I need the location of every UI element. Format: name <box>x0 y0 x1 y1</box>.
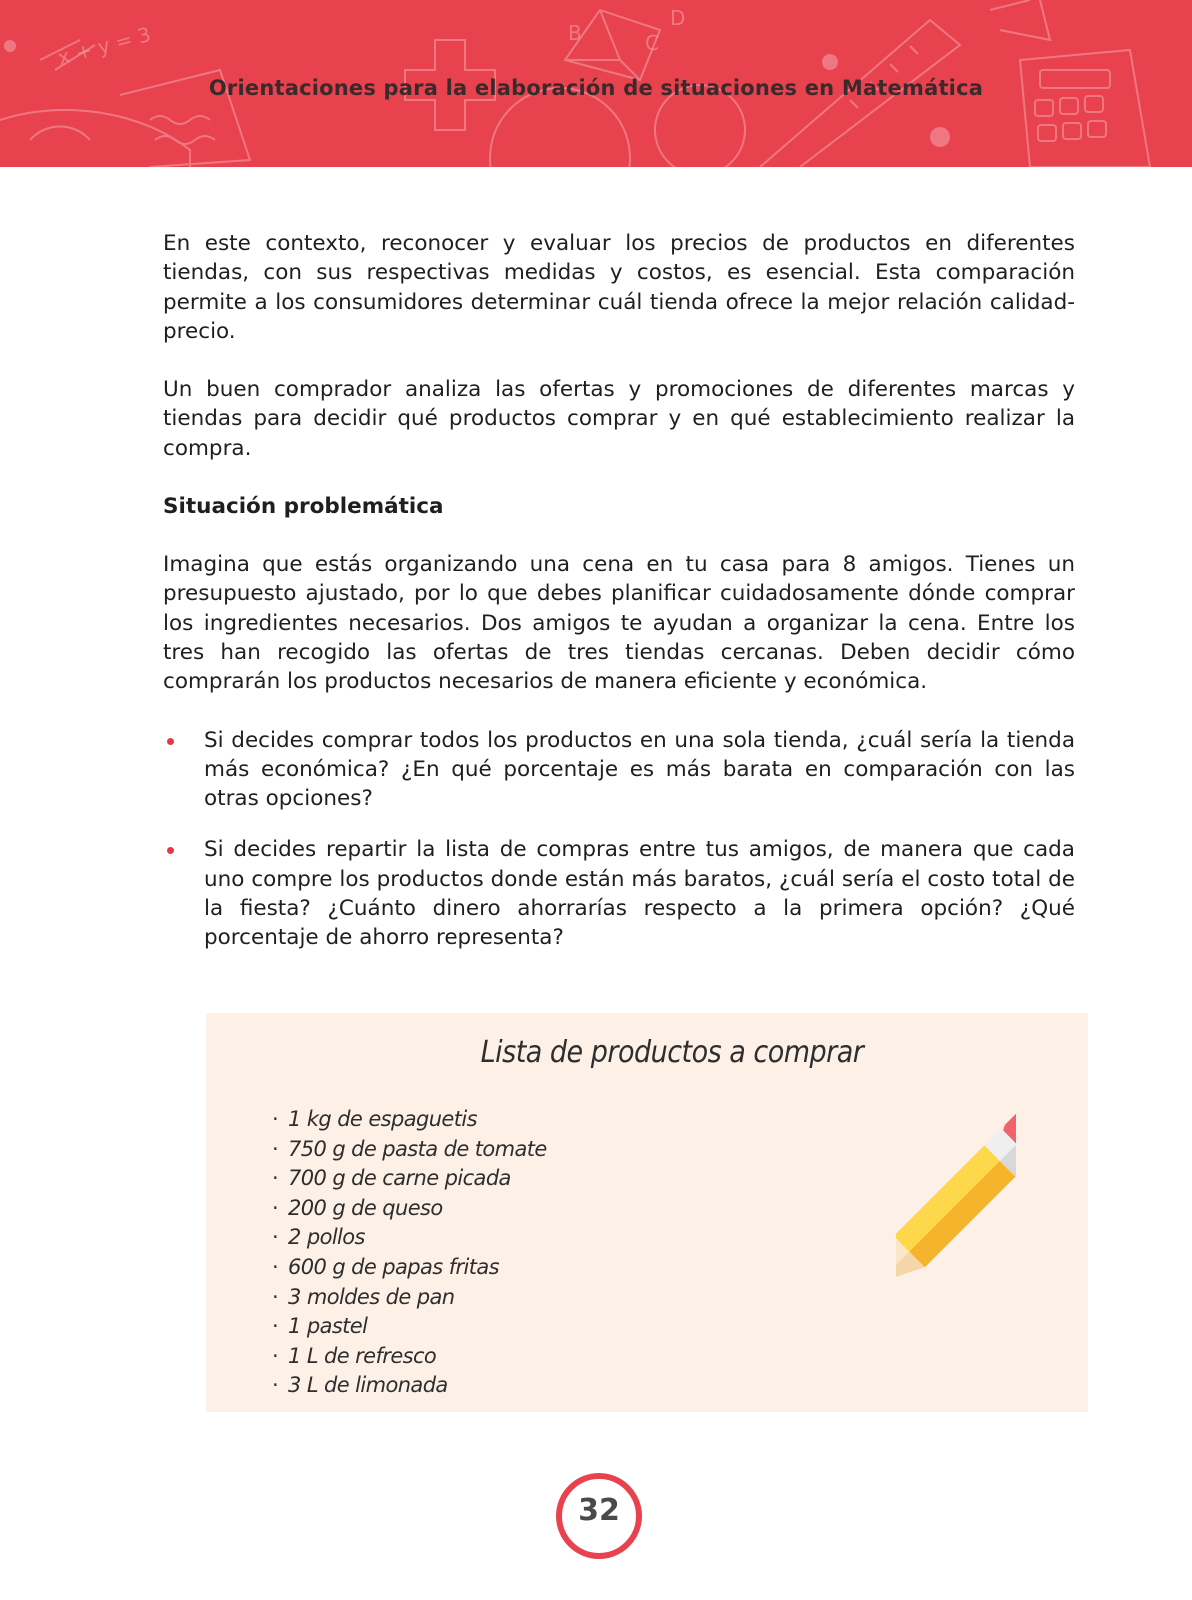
question-item <box>163 726 1075 814</box>
product-item <box>272 1105 547 1135</box>
bullet-icon: · <box>272 1136 279 1161</box>
section-heading: Situación problemática <box>163 494 444 520</box>
pencil-icon <box>896 1093 1016 1318</box>
product-list <box>272 1105 547 1401</box>
bullet-icon <box>167 847 174 854</box>
question-text: Si decides comprar todos los productos en una sola tienda, ¿cuál sería la tienda más económica? ¿En qué porcentaje es más barata en comparación con las otras opciones? <box>204 727 1075 812</box>
product-text: 600 g de papas fritas <box>288 1254 500 1279</box>
problem-paragraph: Imagina que estás organizando una cena en tu casa para 8 amigos. Tienes un presupuesto ajustado, por lo que debes planificar cuidadosamente dónde comprar los ingredientes necesarios. Dos amigos te ayudan a organizar la cena. Entre los tres han recogido las ofertas de tres tiendas cercanas. Deben decidir cómo comprarán los productos necesarios de manera eficiente y económica. <box>163 552 1075 695</box>
svg-text:D: D <box>670 6 686 30</box>
svg-text:B: B <box>568 21 582 45</box>
product-item <box>272 1223 547 1253</box>
bullet-icon: · <box>272 1373 279 1398</box>
bullet-icon: · <box>272 1195 279 1220</box>
product-text: 750 g de pasta de tomate <box>288 1136 547 1161</box>
product-text: 2 pollos <box>288 1225 365 1250</box>
bullet-icon: · <box>272 1314 279 1339</box>
product-text: 3 moldes de pan <box>288 1284 455 1309</box>
product-item <box>272 1312 547 1342</box>
bullet-icon: · <box>272 1254 279 1279</box>
bullet-icon: · <box>272 1284 279 1309</box>
bullet-icon: · <box>272 1166 279 1191</box>
svg-text:x + y = 3: x + y = 3 <box>55 21 154 70</box>
questions-list <box>163 726 1075 953</box>
card-title: Lista de productos a comprar <box>480 1035 864 1070</box>
page-number: 32 <box>578 1493 620 1528</box>
bullet-icon: · <box>272 1225 279 1250</box>
page-number-badge <box>554 1471 644 1561</box>
product-item <box>272 1135 547 1165</box>
product-item <box>272 1283 547 1313</box>
product-text: 3 L de limonada <box>288 1373 448 1398</box>
intro-paragraph-1: En este contexto, reconocer y evaluar los precios de productos en diferentes tiendas, con sus respectivas medidas y costos, es esencial. Esta comparación permite a los consumidores determinar cuál tienda ofrece la mejor relación calidad-precio. <box>163 231 1075 344</box>
product-item <box>272 1371 547 1401</box>
product-item <box>272 1253 547 1283</box>
header-title: Orientaciones para la elaboración de situaciones en Matemática <box>208 76 984 100</box>
product-text: 200 g de queso <box>288 1195 443 1220</box>
product-text: 1 L de refresco <box>288 1343 437 1368</box>
bullet-icon: · <box>272 1343 279 1368</box>
product-text: 1 kg de espaguetis <box>288 1107 477 1131</box>
header-banner <box>0 0 1192 167</box>
question-item <box>163 835 1075 952</box>
product-item <box>272 1342 547 1372</box>
product-item <box>272 1164 547 1194</box>
product-text: 1 pastel <box>288 1314 368 1339</box>
bullet-icon <box>167 738 174 745</box>
main-content <box>163 229 1075 975</box>
product-list-card <box>206 1013 1088 1412</box>
product-item <box>272 1194 547 1224</box>
product-text: 700 g de carne picada <box>288 1166 511 1191</box>
question-text: Si decides repartir la lista de compras entre tus amigos, de manera que cada uno compre los productos donde están más baratos, ¿cuál sería el costo total de la fiesta? ¿Cuánto dinero ahorrarías respecto a la primera opción? ¿Qué porcentaje de ahorro representa? <box>204 837 1075 951</box>
bullet-icon: · <box>272 1107 279 1131</box>
intro-paragraph-2: Un buen comprador analiza las ofertas y promociones de diferentes marcas y tiendas para decidir qué productos comprar y en qué establecimiento realizar la compra. <box>163 377 1075 461</box>
svg-text:C: C <box>645 31 659 55</box>
